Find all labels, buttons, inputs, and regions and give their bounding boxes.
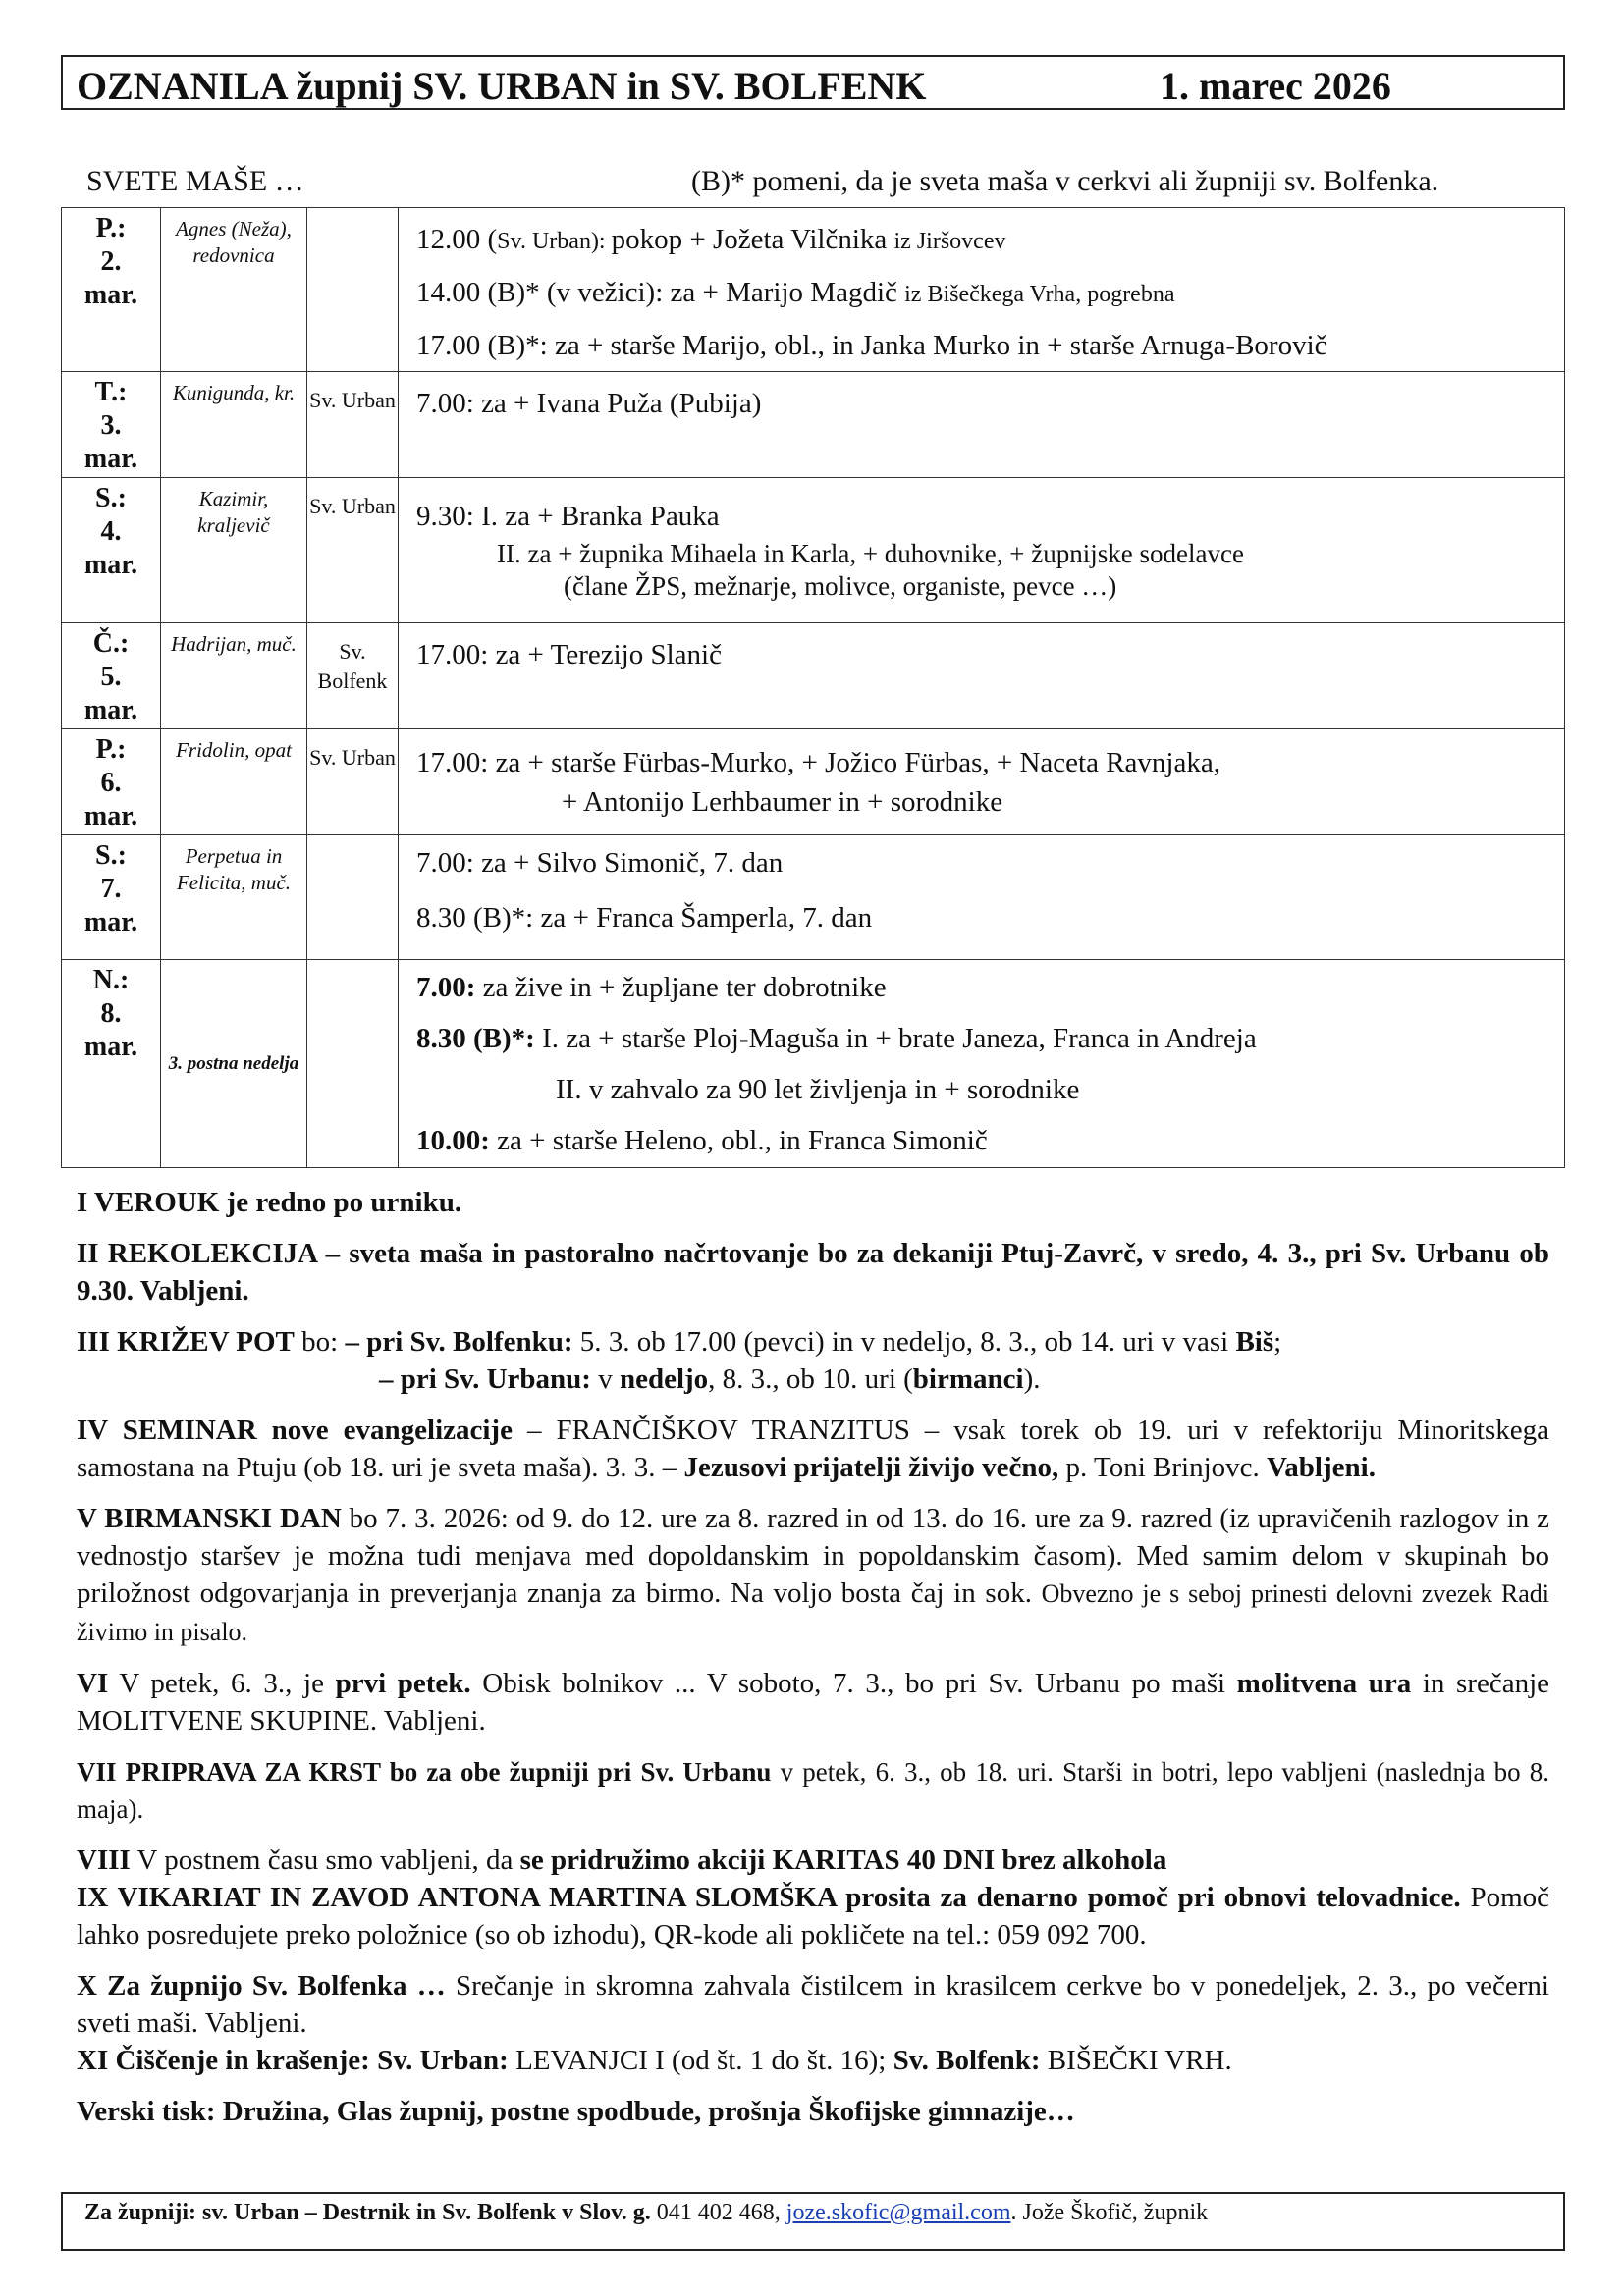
legend-note: (B)* pomeni, da je sveta maša v cerkvi ali župniji sv. Bolfenka. — [691, 165, 1439, 197]
note-seminar: IV SEMINAR nove evangelizacije – FRANČIŠKOV TRANZITUS – vsak torek ob 19. uri v refektoriju Minoritskega samostana na Ptuju (ob 18. uri je sveta maša). 3. 3. – Jezusovi prijatelji živijo večno, p. Toni Brinjovc. Vabljeni. — [77, 1415, 1549, 1483]
day-cell: S.: 4. mar. — [62, 478, 161, 623]
saint-cell: Fridolin, opat — [161, 729, 307, 835]
note-krizev-pot: III KRIŽEV POT bo: – pri Sv. Bolfenku: 5. 3. ob 17.00 (pevci) in v nedeljo, 8. 3., ob 14. uri v vasi Biš; – pri Sv. Urbanu: v nedeljo, 8. 3., ob 10. uri (birmanci). — [77, 1326, 1282, 1395]
table-row — [62, 729, 1565, 835]
mass-schedule-table — [61, 207, 1565, 1168]
day-cell: N.: 8. mar. — [62, 960, 161, 1168]
note-ciscenje: XI Čiščenje in krašenje: Sv. Urban: LEVANJCI I (od št. 1 do št. 16); Sv. Bolfenk: BIŠEČKI VRH. — [77, 2045, 1232, 2076]
table-row — [62, 835, 1565, 960]
table-row — [62, 208, 1565, 372]
note-vikariat: IX VIKARIAT IN ZAVOD ANTONA MARTINA SLOMŠKA prosita za denarno pomoč pri obnovi telovadnice. Pomoč lahko posredujete preko položnice (so ob izhodu), QR-kode ali pokličete na tel.: 059 092 700. — [77, 1882, 1549, 1950]
masses-cell — [399, 208, 1565, 372]
mass-line: 17.00: za + starše Fürbas-Murko, + Jožico Fürbas, + Naceta Ravnjaka, — [416, 747, 1220, 778]
masses-label: SVETE MAŠE … — [86, 165, 304, 197]
mass-line: 9.30: I. za + Branka Pauka — [416, 501, 720, 532]
table-row — [62, 478, 1565, 623]
saint-cell: Agnes (Neža), redovnica — [161, 208, 307, 372]
mass-line: + Antonijo Lerhbaumer in + sorodnike — [562, 786, 1003, 818]
church-cell: Sv. Urban — [307, 372, 399, 478]
footer — [61, 2192, 1565, 2251]
footer-phone: 041 402 468, — [650, 2200, 786, 2225]
table-row — [62, 372, 1565, 478]
note-bolfenk: X Za župnijo Sv. Bolfenka … Srečanje in skromna zahvala čistilcem in krasilcem cerkve bo v ponedeljek, 2. 3., po večerni sveti maši. Vabljeni. — [77, 1970, 1549, 2039]
church-cell: Sv. Bolfenk — [307, 623, 399, 729]
masses-cell — [399, 623, 1565, 729]
mass-line: II. za + župnika Mihaela in Karla, + duhovnike, + župnijske sodelavce — [497, 539, 1244, 568]
mass-line: 12.00 (Sv. Urban): pokop + Jožeta Vilčnika iz Jiršovcev — [416, 224, 1006, 255]
page-date: 1. marec 2026 — [1160, 64, 1391, 108]
mass-line: 8.30 (B)*: za + Franca Šamperla, 7. dan — [416, 902, 873, 934]
saint-cell: Kunigunda, kr. — [161, 372, 307, 478]
page-title: OZNANILA župnij SV. URBAN in SV. BOLFENK — [77, 64, 927, 108]
day-cell: Č.: 5. mar. — [62, 623, 161, 729]
masses-cell — [399, 960, 1565, 1168]
masses-cell — [399, 729, 1565, 835]
note-prvi-petek: VI V petek, 6. 3., je prvi petek. Obisk bolnikov ... V soboto, 7. 3., bo pri Sv. Urbanu po maši molitvena ura in srečanje MOLITVENE SKUPINE. Vabljeni. — [77, 1668, 1550, 1736]
church-cell — [307, 208, 399, 372]
note-birmanski-dan: V BIRMANSKI DAN bo 7. 3. 2026: od 9. do 12. ure za 8. razred in od 13. do 16. ure za 9. razred (iz upravičenih razlogov in z vednostjo staršev je možna tudi menjava med dopoldanskim in popoldanskim časom). Med samim delom v skupinah bo priložnost odgovarjanja in preverjanja znanja za birmo. Na voljo bosta čaj in sok. Obvezno je s seboj prinesti delovni zvezek Radi živimo in pisalo. — [77, 1503, 1549, 1646]
note-verski-tisk: Verski tisk: Družina, Glas župnij, postne spodbude, prošnja Škofijske gimnazije… — [77, 2096, 1075, 2127]
footer-signature: . Jože Škofič, župnik — [1010, 2200, 1209, 2225]
church-cell — [307, 960, 399, 1168]
day-cell: P.: 2. mar. — [62, 208, 161, 372]
mass-line: 8.30 (B)*: I. za + starše Ploj-Maguša in + brate Janeza, Franca in Andreja — [416, 1023, 1257, 1054]
day-cell: S.: 7. mar. — [62, 835, 161, 960]
masses-cell — [399, 372, 1565, 478]
mass-line: II. v zahvalo za 90 let življenja in + sorodnike — [556, 1074, 1080, 1105]
saint-cell: Kazimir, kraljevič — [161, 478, 307, 623]
footer-email-link[interactable]: joze.skofic@gmail.com — [785, 2200, 1011, 2225]
masses-cell — [399, 835, 1565, 960]
church-cell: Sv. Urban — [307, 478, 399, 623]
note-verouk: I VEROUK je redno po urniku. — [77, 1187, 462, 1218]
footer-parishes: Za župniji: sv. Urban – Destrnik in Sv. Bolfenk v Slov. g. — [84, 2200, 651, 2225]
mass-line: 17.00: za + Terezijo Slanič — [416, 639, 722, 670]
mass-line: 7.00: za + Ivana Puža (Pubija) — [416, 388, 762, 419]
mass-line: (člane ŽPS, mežnarje, molivce, organiste, pevce …) — [564, 571, 1117, 601]
table-row — [62, 960, 1565, 1168]
mass-line: 14.00 (B)* (v vežici): za + Marijo Magdič iz Bišečkega Vrha, pogrebna — [416, 277, 1175, 308]
title-box — [61, 55, 1565, 110]
church-cell — [307, 835, 399, 960]
mass-line: 10.00: za + starše Heleno, obl., in Franca Simonič — [416, 1125, 988, 1156]
mass-line: 7.00: za + Silvo Simonič, 7. dan — [416, 847, 784, 879]
saint-cell: 3. postna nedelja — [161, 960, 307, 1168]
note-rekolekcija: II REKOLEKCIJA – sveta maša in pastoralno načrtovanje bo za dekaniji Ptuj-Zavrč, v sredo, 4. 3., pri Sv. Urbanu ob 9.30. Vabljeni. — [77, 1238, 1549, 1307]
note-krst: VII PRIPRAVA ZA KRST bo za obe župniji pri Sv. Urbanu v petek, 6. 3., ob 18. uri. Starši in botri, lepo vabljeni (naslednja bo 8. maja). — [77, 1757, 1550, 1824]
announcements — [77, 1184, 1549, 2130]
saint-cell: Hadrijan, muč. — [161, 623, 307, 729]
church-cell: Sv. Urban — [307, 729, 399, 835]
mass-line: 17.00 (B)*: za + starše Marijo, obl., in Janka Murko in + starše Arnuga-Borovič — [416, 330, 1327, 361]
mass-line: 7.00: za žive in + župljane ter dobrotnike — [416, 972, 887, 1003]
table-row — [62, 623, 1565, 729]
masses-cell — [399, 478, 1565, 623]
day-cell: T.: 3. mar. — [62, 372, 161, 478]
day-cell: P.: 6. mar. — [62, 729, 161, 835]
note-karitas: VIII V postnem času smo vabljeni, da se pridružimo akciji KARITAS 40 DNI brez alkohola — [77, 1844, 1167, 1876]
saint-cell: Perpetua in Felicita, muč. — [161, 835, 307, 960]
